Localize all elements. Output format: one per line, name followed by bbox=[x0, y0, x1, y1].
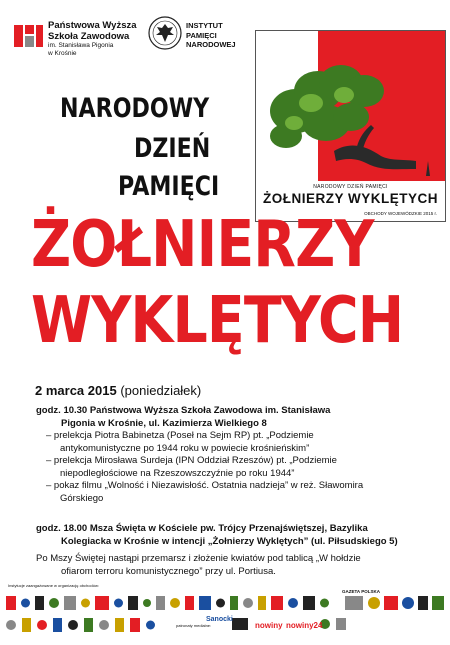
closing-line1: Po Mszy Świętej nastąpi przemarsz i złożenie kwiatów pod tablicą „W hołdzie bbox=[36, 553, 361, 564]
poster-caption-big: ŻOŁNIERZY WYKLĘTYCH bbox=[262, 191, 438, 206]
bullet-1 bbox=[36, 430, 441, 455]
sponsor-logo bbox=[114, 599, 123, 608]
ipn-name bbox=[186, 21, 236, 50]
sponsor-logos bbox=[0, 588, 450, 640]
bullet-1-line2: antykomunistyczne po 1944 roku w powiecie krośnieńskim” bbox=[60, 442, 310, 454]
sponsor-logo bbox=[95, 596, 109, 610]
sponsor-logo bbox=[230, 596, 238, 610]
closing-line2: ofiarom terroru komunistycznego” przy ul. Portiusa. bbox=[61, 565, 276, 577]
bullet-2-line1: – prelekcja Mirosława Surdeja (IPN Oddział Rzeszów) pt. „Podziemie bbox=[46, 455, 337, 466]
sponsor-logo bbox=[402, 597, 414, 609]
university-name-line1: Państwowa Wyższa bbox=[48, 20, 137, 31]
bullet-3-line2: Górskiego bbox=[60, 492, 104, 504]
ipn-name-line2: PAMIĘCI bbox=[186, 30, 217, 40]
sponsor-gazeta: GAZETA POLSKA bbox=[342, 589, 380, 594]
ipn-name-line1: INSTYTUT bbox=[186, 21, 223, 30]
ipn-name-line3: NARODOWEJ bbox=[186, 40, 236, 49]
first-event-line2: Pigonia w Krośnie, ul. Kazimierza Wielkiego 8 bbox=[61, 417, 267, 429]
sponsor-logo-row bbox=[0, 588, 450, 640]
closing-note bbox=[36, 553, 441, 578]
sponsor-sanocki: Sanocki bbox=[206, 616, 233, 623]
sponsor-logo bbox=[81, 599, 90, 608]
sponsor-nowiny: nowiny bbox=[255, 621, 283, 630]
sponsor-logo bbox=[35, 596, 44, 610]
sponsor-logo bbox=[156, 596, 165, 610]
event-weekday: (poniedziałek) bbox=[120, 383, 202, 398]
second-event-line1: godz. 18.00 Msza Święta w Kościele pw. Trójcy Przenajświętszej, Bazylika bbox=[36, 523, 368, 534]
university-name-line2: Szkoła Zawodowa bbox=[48, 31, 130, 42]
sponsor-logo bbox=[130, 618, 140, 632]
sponsor-logo bbox=[6, 620, 16, 630]
sponsor-logo bbox=[384, 596, 398, 610]
sponsor-logo bbox=[49, 598, 59, 608]
programme-first-part bbox=[36, 405, 441, 505]
second-event-line2: Kolegiacka w Krośnie w intencji „Żołnierzy Wyklętych” (ul. Piłsudskiego 5) bbox=[61, 535, 398, 547]
sponsor-logo bbox=[368, 597, 380, 609]
sponsor-logo bbox=[258, 596, 266, 610]
bullet-2 bbox=[36, 455, 441, 480]
sponsor-logo bbox=[37, 620, 47, 630]
poster-caption-sub: OBCHODY WOJEWÓDZKIE 2015 r. bbox=[364, 211, 437, 216]
sponsor-logo bbox=[418, 596, 428, 610]
university-name bbox=[48, 20, 137, 58]
sponsor-logo bbox=[345, 596, 363, 610]
sponsor-logo bbox=[243, 598, 253, 608]
ipn-eagle-logo bbox=[148, 16, 182, 50]
poster-caption-small: NARODOWY DZIEŃ PAMIĘCI bbox=[313, 184, 388, 190]
sponsor-logo bbox=[128, 596, 138, 610]
university-name-line4: w Krośnie bbox=[48, 50, 77, 57]
sponsor-logo bbox=[64, 596, 76, 610]
title-line1: NARODOWY bbox=[60, 93, 210, 124]
orgs-label: Instytucje zaangażowane w organizację obchodów: bbox=[8, 583, 99, 588]
patrons-label: patronaty medialne: bbox=[176, 623, 212, 628]
sponsor-nowiny24: nowiny24 bbox=[286, 621, 323, 630]
sponsor-logo bbox=[271, 596, 283, 610]
university-logo bbox=[14, 22, 44, 50]
sponsor-logo bbox=[146, 621, 155, 630]
sponsor-logo bbox=[99, 620, 109, 630]
sponsor-logo bbox=[288, 598, 298, 608]
title-line4: ŻOŁNIERZY bbox=[31, 208, 374, 282]
bullet-3 bbox=[36, 480, 441, 505]
event-date-value: 2 marca 2015 bbox=[35, 383, 117, 398]
sponsor-logo bbox=[115, 618, 124, 632]
commemoration-poster bbox=[255, 30, 446, 222]
title-line3: PAMIĘCI bbox=[118, 171, 220, 202]
sponsor-logo bbox=[320, 599, 329, 608]
bullet-2-line2: niepodległościowe na Rzeszowszczyźnie po roku 1944” bbox=[60, 467, 295, 479]
sponsor-logo bbox=[170, 598, 180, 608]
sponsor-logo bbox=[199, 596, 211, 610]
sponsor-logo bbox=[303, 596, 315, 610]
sponsor-logo bbox=[53, 618, 62, 632]
title-line5: WYKLĘTYCH bbox=[31, 284, 404, 358]
bullet-1-line1: – prelekcja Piotra Babinetza (Poseł na Sejm RP) pt. „Podziemie bbox=[46, 430, 314, 441]
bullet-3-line1: – pokaz filmu „Wolność i Niezawisłość. Ostatnia nadzieja” w reż. Sławomira bbox=[46, 480, 364, 491]
sponsor-logo bbox=[21, 599, 30, 608]
title-line2: DZIEŃ bbox=[134, 133, 211, 164]
university-name-line3: im. Stanisława Pigonia bbox=[48, 42, 114, 49]
sponsor-logo bbox=[22, 618, 31, 632]
sponsor-logo bbox=[232, 618, 248, 630]
programme-second-part bbox=[36, 523, 441, 548]
event-date bbox=[35, 383, 201, 398]
sponsor-logo bbox=[432, 596, 444, 610]
sponsor-logo bbox=[84, 618, 93, 632]
first-event-line1: godz. 10.30 Państwowa Wyższa Szkoła Zawodowa im. Stanisława bbox=[36, 405, 331, 416]
sponsor-logo bbox=[185, 596, 194, 610]
sponsor-logo bbox=[68, 620, 78, 630]
sponsor-logo bbox=[143, 599, 151, 607]
sponsor-logo bbox=[336, 618, 346, 630]
sponsor-logo bbox=[216, 599, 225, 608]
sponsor-logo bbox=[6, 596, 16, 610]
